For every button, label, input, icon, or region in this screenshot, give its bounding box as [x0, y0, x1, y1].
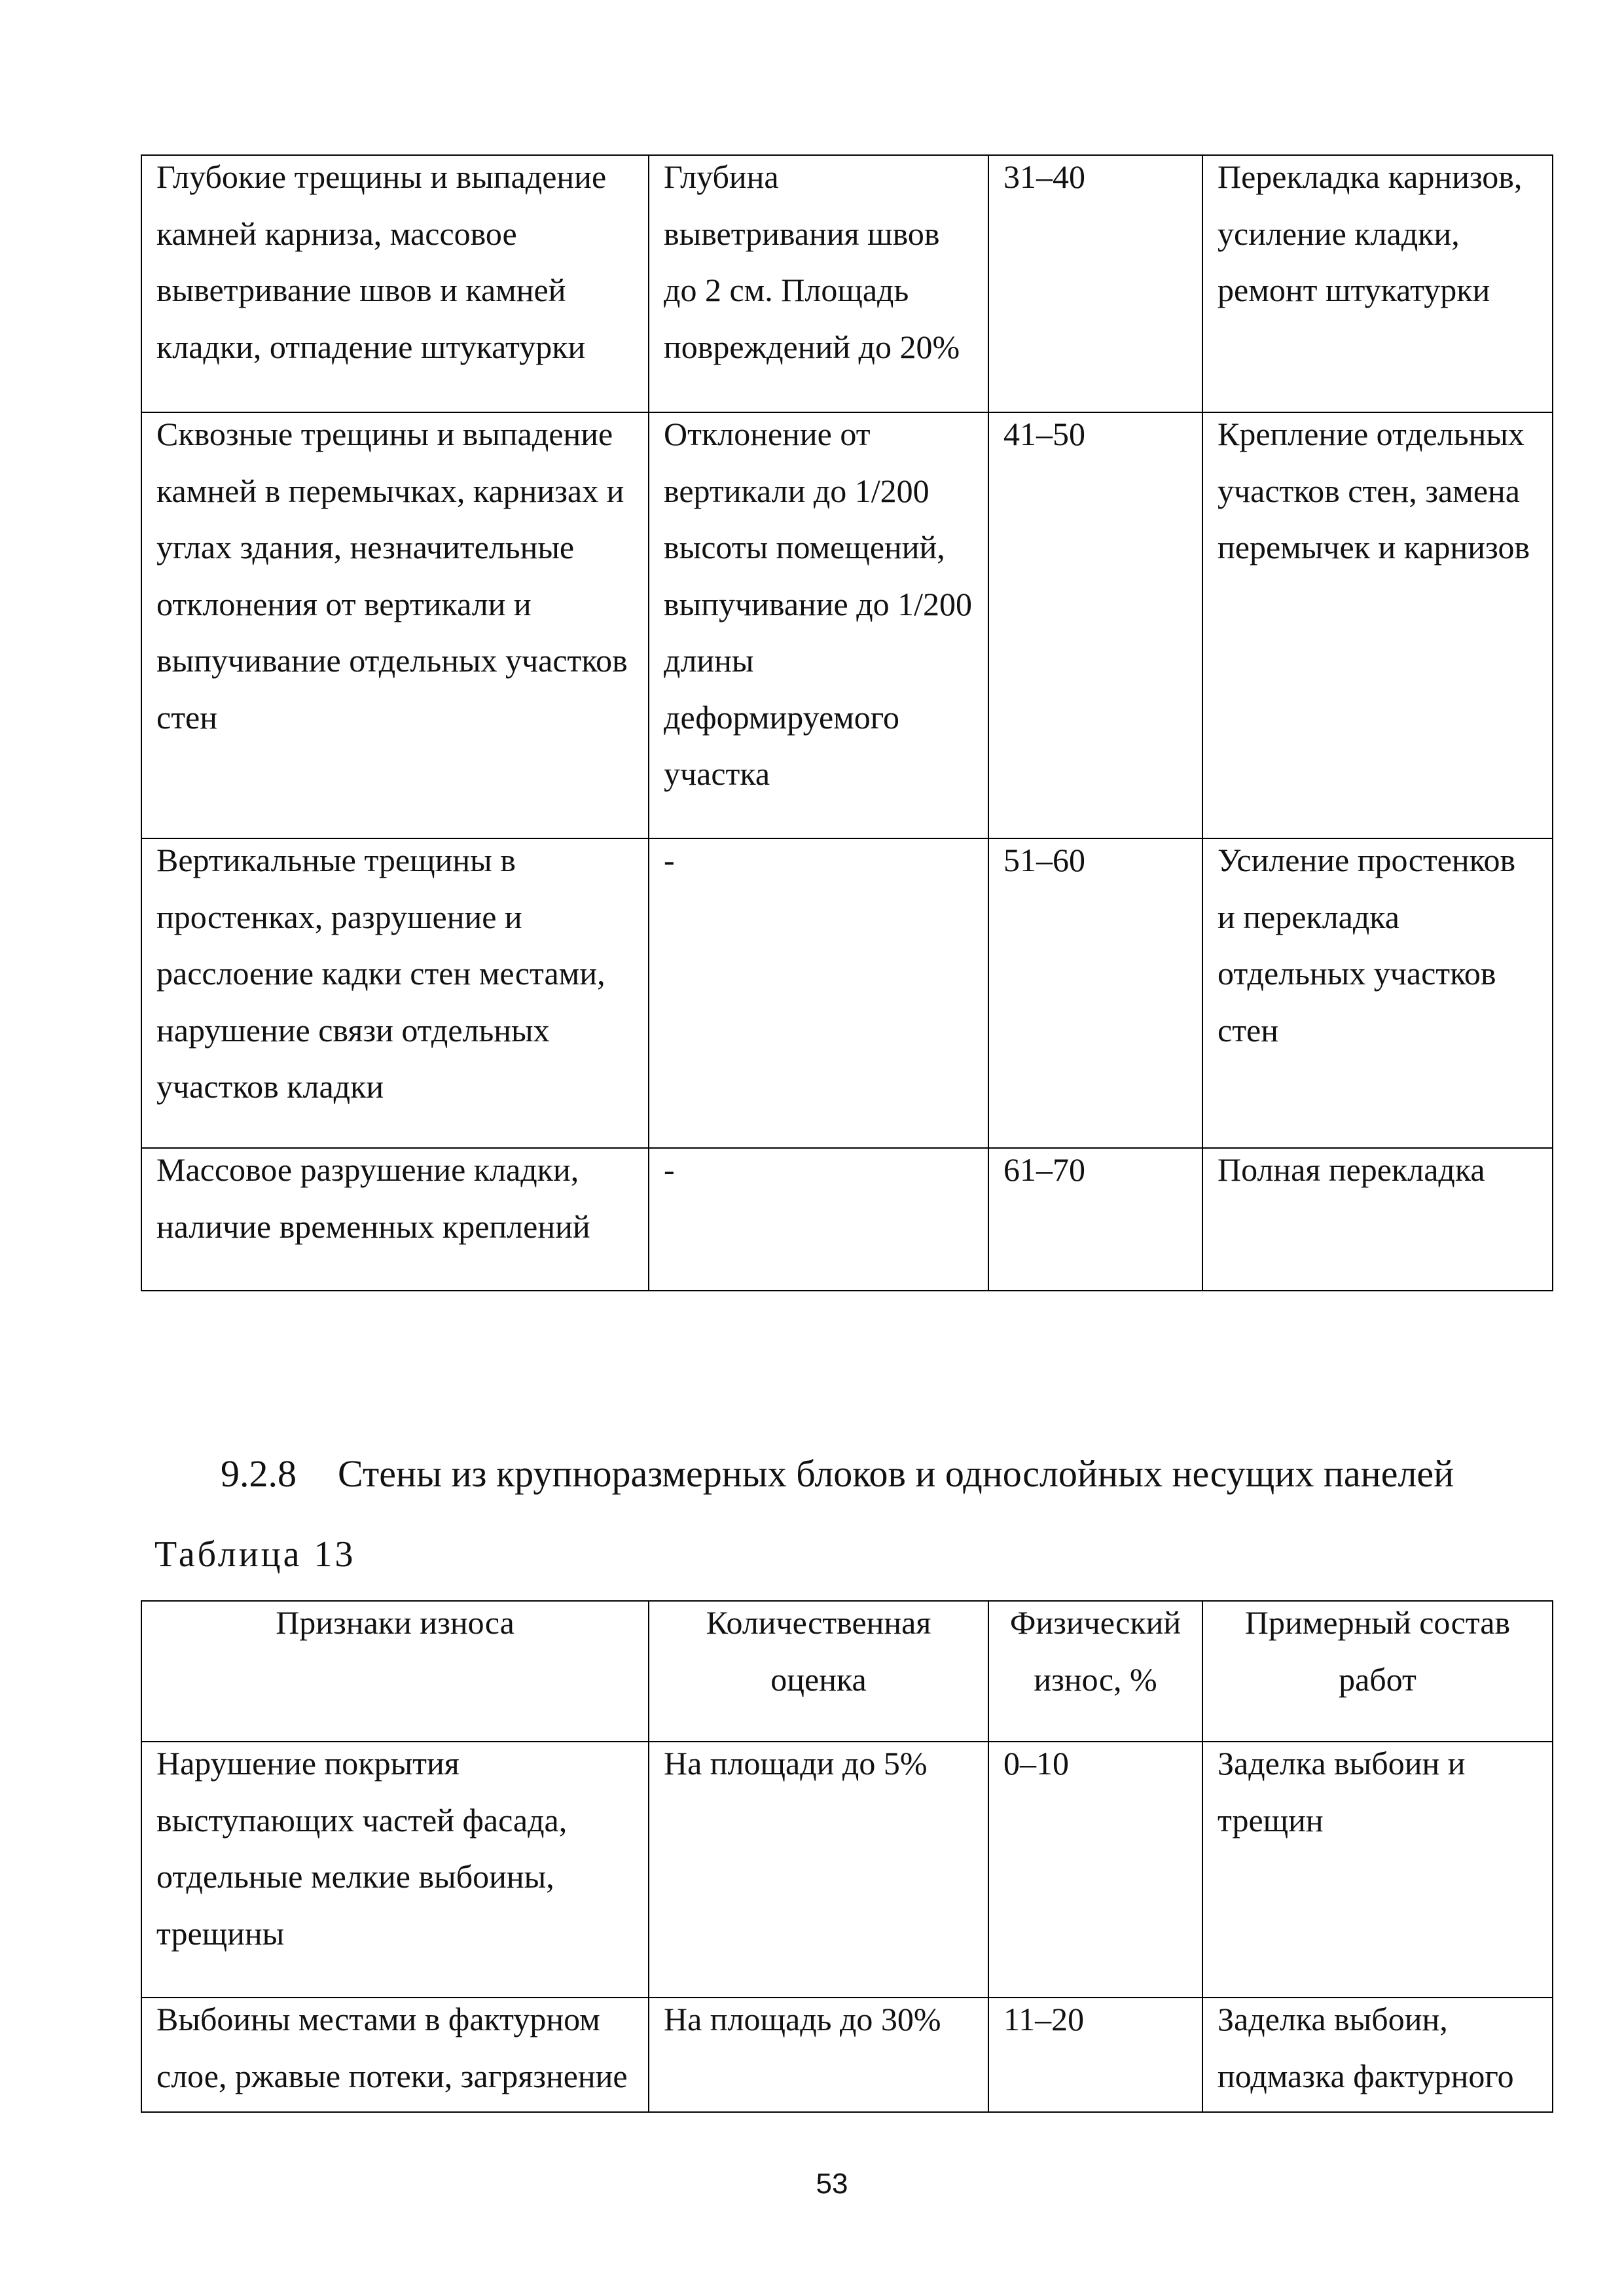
signs-text: Массовое разрушение кладки, наличие временных креплений — [156, 1151, 590, 1245]
quantitative-text: Глубина выветривания швов до 2 см. Площадь повреждений до 20% — [664, 158, 960, 365]
wear-percent-cell — [988, 1742, 1202, 1998]
quantitative-cell — [649, 412, 988, 838]
header-works-cell — [1202, 1601, 1553, 1742]
quantitative-cell — [649, 1148, 988, 1291]
works-text: Перекладка карнизов, усиление кладки, ремонт штукатурки — [1218, 158, 1523, 308]
wear-table-13 — [141, 1600, 1553, 2113]
works-text: Заделка выбоин и трещин — [1218, 1745, 1466, 1839]
quantitative-text: - — [664, 1151, 675, 1188]
table-row — [141, 1998, 1553, 2112]
header-quantitative-text: Количественная оценка — [706, 1604, 931, 1698]
quantitative-cell — [649, 838, 988, 1148]
header-wear-percent-cell — [988, 1601, 1202, 1742]
quantitative-text: Отклонение от вертикали до 1/200 высоты помещений, выпучивание до 1/200 длины деформируемого участка — [664, 416, 973, 792]
table-caption: Таблица 13 — [154, 1534, 356, 1575]
wear-table-continued — [141, 154, 1553, 1291]
works-cell — [1202, 1998, 1553, 2112]
wear-percent-text: 11–20 — [1003, 2001, 1085, 2037]
wear-percent-text: 61–70 — [1003, 1151, 1085, 1188]
signs-cell — [141, 1742, 649, 1998]
signs-text: Сквозные трещины и выпадение камней в перемычках, карнизах и углах здания, незначительные отклонения от вертикали и выпучивание отдельных участков стен — [156, 416, 628, 736]
table-row — [141, 838, 1553, 1148]
quantitative-text: - — [664, 842, 675, 878]
works-text: Крепление отдельных участков стен, замена перемычек и карнизов — [1218, 416, 1530, 565]
table-row — [141, 1148, 1553, 1291]
quantitative-cell — [649, 155, 988, 412]
page-number: 53 — [816, 2168, 848, 2200]
section-number: 9.2.8 — [221, 1452, 297, 1495]
section-title: Стены из крупноразмерных блоков и однослойных несущих панелей — [338, 1452, 1454, 1495]
signs-cell — [141, 155, 649, 412]
signs-text: Нарушение покрытия выступающих частей фасада, отдельные мелкие выбоины, трещины — [156, 1745, 568, 1952]
signs-text: Глубокие трещины и выпадение камней карниза, массовое выветривание швов и камней кладки, отпадение штукатурки — [156, 158, 607, 365]
works-cell — [1202, 838, 1553, 1148]
works-cell — [1202, 1742, 1553, 1998]
header-wear-percent-text: Физический износ, % — [1009, 1604, 1182, 1698]
wear-percent-cell — [988, 1998, 1202, 2112]
quantitative-text: На площади до 5% — [664, 1745, 928, 1782]
wear-percent-text: 51–60 — [1003, 842, 1085, 878]
quantitative-cell — [649, 1742, 988, 1998]
wear-percent-text: 31–40 — [1003, 158, 1085, 195]
header-works-text: Примерный состав работ — [1244, 1604, 1511, 1698]
signs-cell — [141, 838, 649, 1148]
header-signs-text: Признаки износа — [276, 1604, 514, 1641]
works-text: Заделка выбоин, подмазка фактурного — [1218, 2001, 1514, 2094]
quantitative-text: На площадь до 30% — [664, 2001, 941, 2037]
signs-cell — [141, 1998, 649, 2112]
table-row — [141, 1742, 1553, 1998]
works-cell — [1202, 1148, 1553, 1291]
signs-cell — [141, 412, 649, 838]
table-row — [141, 412, 1553, 838]
signs-text: Выбоины местами в фактурном слое, ржавые потеки, загрязнение — [156, 2001, 628, 2094]
table-header-row — [141, 1601, 1553, 1742]
wear-percent-cell — [988, 155, 1202, 412]
works-text: Усиление простенков и перекладка отдельных участков стен — [1218, 842, 1516, 1049]
wear-percent-cell — [988, 1148, 1202, 1291]
section-heading — [0, 1448, 1624, 1500]
header-signs-cell — [141, 1601, 649, 1742]
signs-text: Вертикальные трещины в простенках, разрушение и расслоение кадки стен местами, нарушение связи отдельных участков кладки — [156, 842, 605, 1105]
signs-cell — [141, 1148, 649, 1291]
quantitative-cell — [649, 1998, 988, 2112]
header-quantitative-cell — [649, 1601, 988, 1742]
wear-percent-text: 0–10 — [1003, 1745, 1069, 1782]
works-cell — [1202, 155, 1553, 412]
works-text: Полная перекладка — [1218, 1151, 1485, 1188]
table-row — [141, 155, 1553, 412]
wear-percent-cell — [988, 838, 1202, 1148]
wear-percent-text: 41–50 — [1003, 416, 1085, 452]
wear-percent-cell — [988, 412, 1202, 838]
works-cell — [1202, 412, 1553, 838]
